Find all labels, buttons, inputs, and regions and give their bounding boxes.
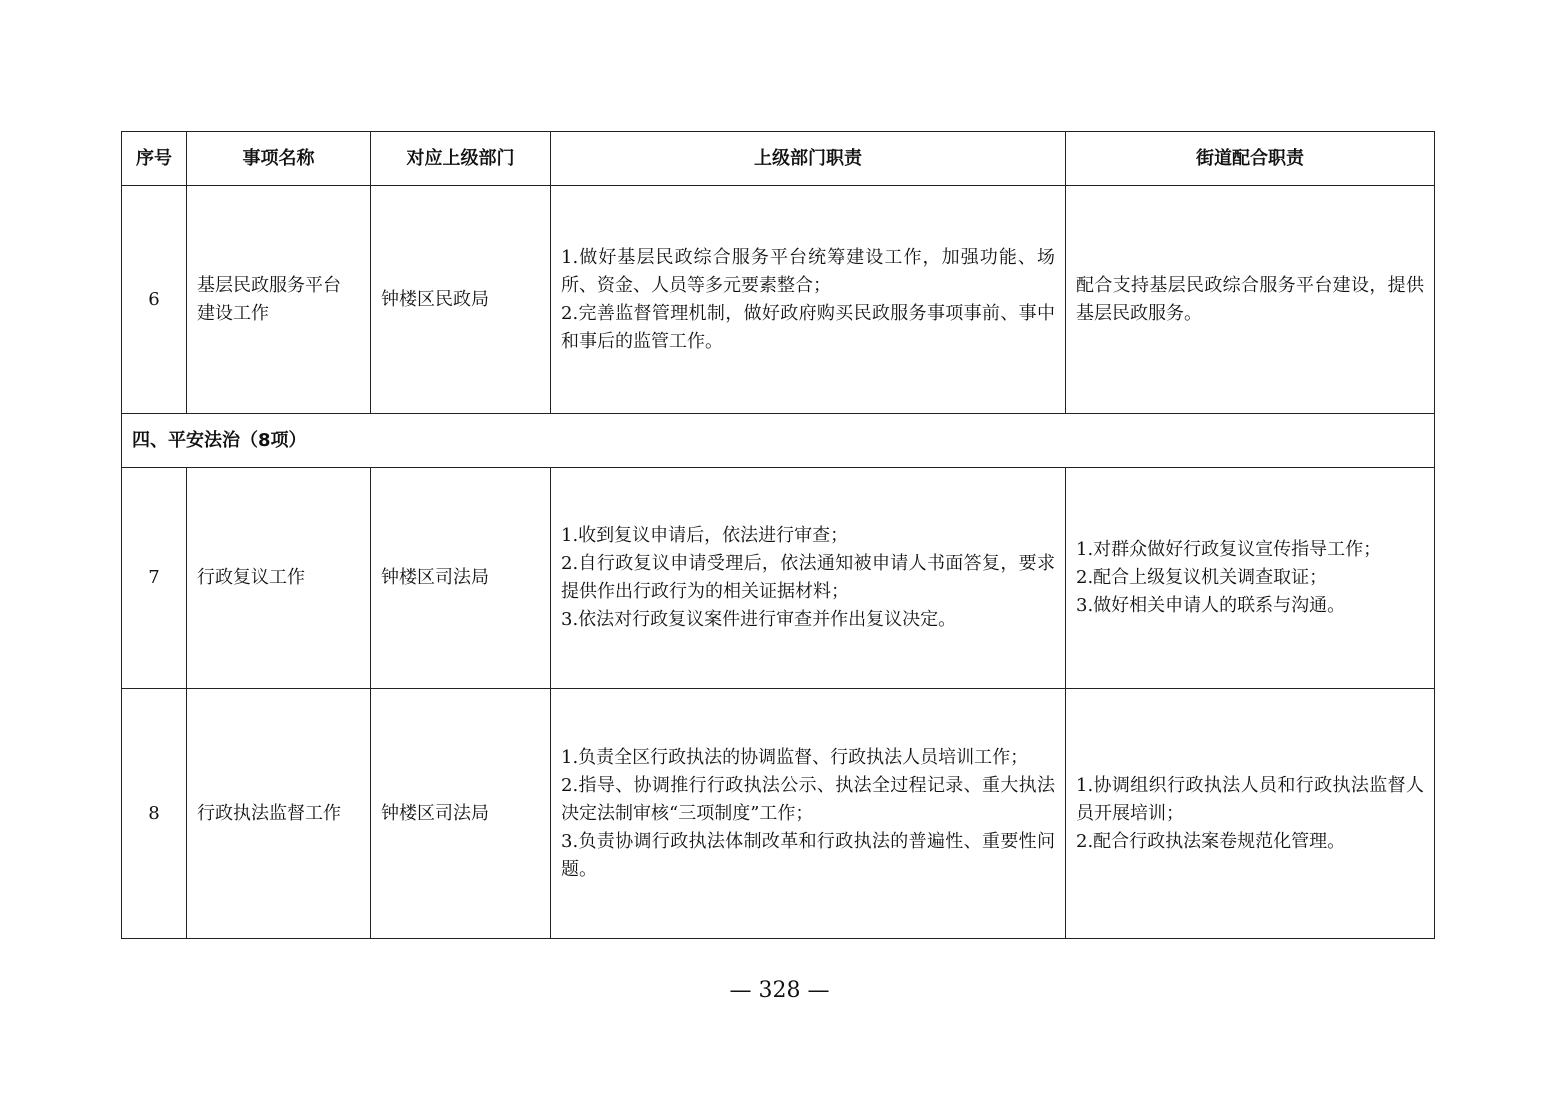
street-duty-item: 2.配合行政执法案卷规范化管理。 [1076,830,1346,852]
header-street-duties: 街道配合职责 [1066,132,1435,186]
item-name-line: 行政复议工作 [197,567,305,588]
duty-item: 1.收到复议申请后，依法进行审查； [561,525,849,546]
duty-item: 1.负责全区行政执法的协调监督、行政执法人员培训工作； [561,746,1029,768]
street-duties-cell [1066,468,1435,689]
dept-duties-cell [551,468,1066,689]
table-row [122,689,1435,939]
header-no: 序号 [122,132,187,186]
street-duty-item: 3.做好相关申请人的联系与沟通。 [1076,595,1346,616]
duty-item: 2.自行政复议申请受理后，依法通知被申请人书面答复，要求提供作出行政行为的相关证据材料； [561,553,1055,602]
duty-table [121,131,1435,939]
dept-duties-cell [551,689,1066,939]
table-header-row [122,132,1435,186]
item-name-cell [187,468,371,689]
item-name-line: 基层民政服务平台 [197,274,341,296]
dept-cell: 钟楼区司法局 [371,689,551,939]
item-name-line: 行政执法监督工作 [197,802,341,824]
row-number: 8 [122,689,187,939]
dept-cell: 钟楼区司法局 [371,468,551,689]
dept-duties-cell [551,186,1066,414]
item-name-line: 建设工作 [197,302,269,324]
duty-item: 2.完善监督管理机制，做好政府购买民政服务事项事前、事中和事后的监管工作。 [561,302,1055,352]
table-row [122,186,1435,414]
duty-item: 3.依法对行政复议案件进行审查并作出复议决定。 [561,609,957,630]
street-duty-item: 1.对群众做好行政复议宣传指导工作； [1076,539,1382,560]
header-dept-duties: 上级部门职责 [551,132,1066,186]
duty-item: 3.负责协调行政执法体制改革和行政执法的普遍性、重要性问题。 [561,830,1055,880]
item-name-cell [187,689,371,939]
section-title: 四、平安法治（8项） [122,414,1435,468]
dept-cell: 钟楼区民政局 [371,186,551,414]
street-duty-item: 1.协调组织行政执法人员和行政执法监督人员开展培训； [1076,774,1424,824]
item-name-cell [187,186,371,414]
table-row [122,468,1435,689]
section-row [122,414,1435,468]
street-duties-cell [1066,186,1435,414]
header-dept: 对应上级部门 [371,132,551,186]
duty-item: 1.做好基层民政综合服务平台统筹建设工作，加强功能、场所、资金、人员等多元要素整合； [561,246,1055,296]
duty-item: 2.指导、协调推行行政执法公示、执法全过程记录、重大执法决定法制审核“三项制度”工作； [561,774,1055,824]
street-duty-item: 2.配合上级复议机关调查取证； [1076,567,1328,588]
page-number: — 328 — [729,978,830,1003]
header-item-name: 事项名称 [187,132,371,186]
row-number: 7 [122,468,187,689]
street-duties-cell [1066,689,1435,939]
street-duty-item: 配合支持基层民政综合服务平台建设，提供基层民政服务。 [1076,274,1424,324]
row-number: 6 [122,186,187,414]
